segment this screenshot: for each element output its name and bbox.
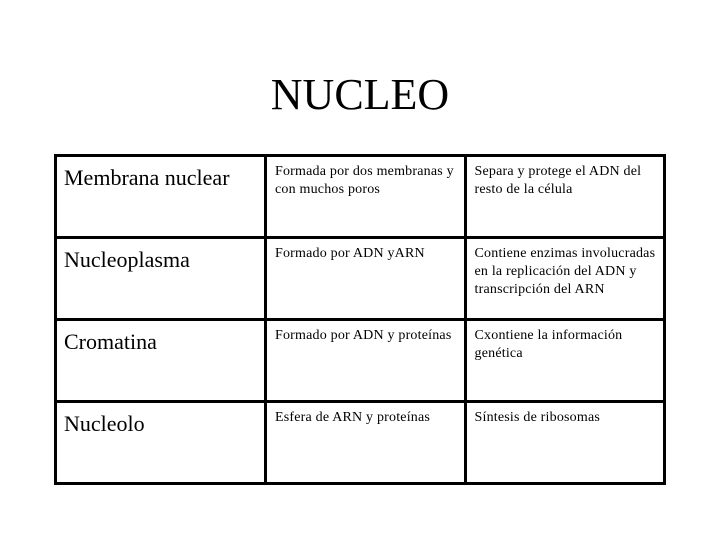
structure-composition: Esfera de ARN y proteínas [266,402,466,484]
structure-function: Contiene enzimas involucradas en la replicación del ADN y transcripción del ARN [465,238,665,320]
structure-function: Cxontiene la información genética [465,320,665,402]
structure-function: Separa y protege el ADN del resto de la célula [465,156,665,238]
structure-name: Nucleoplasma [56,238,266,320]
table-row [56,402,665,484]
table-row [56,320,665,402]
structure-composition: Formado por ADN y proteínas [266,320,466,402]
slide-title: NUCLEO [270,70,450,119]
table-row [56,156,665,238]
table-row [56,238,665,320]
structure-name: Nucleolo [56,402,266,484]
nucleus-table [54,154,666,485]
structure-name: Cromatina [56,320,266,402]
structure-name: Membrana nuclear [56,156,266,238]
structure-function: Síntesis de ribosomas [465,402,665,484]
structure-composition: Formada por dos membranas y con muchos poros [266,156,466,238]
structure-composition: Formado por ADN yARN [266,238,466,320]
